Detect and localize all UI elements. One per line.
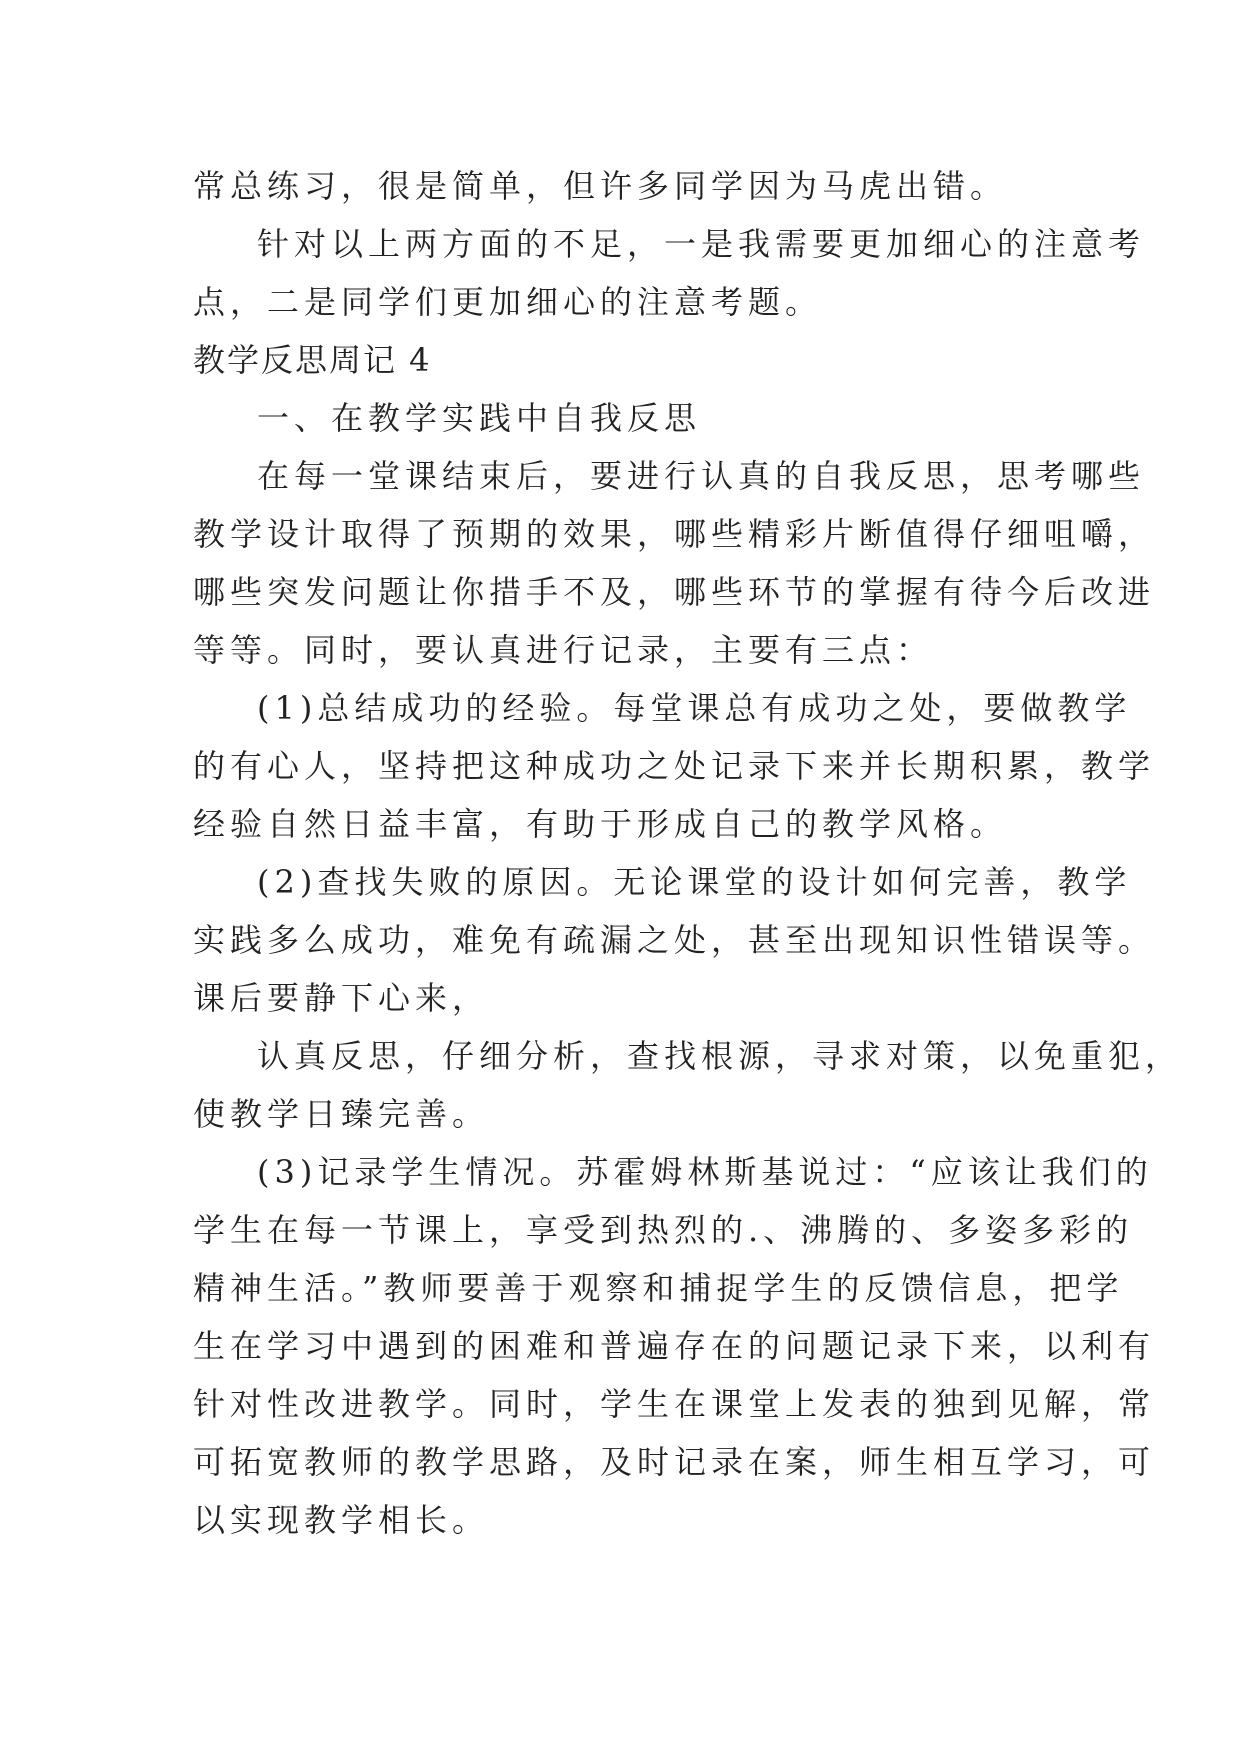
text-line: 点，二是同学们更加细心的注意考题。 (193, 283, 823, 321)
text-line: 针对性改进教学。同时，学生在课堂上发表的独到见解，常 (193, 1385, 1156, 1423)
text-line: 等等。同时，要认真进行记录，主要有三点： (193, 631, 934, 669)
text-line: 的有心人，坚持把这种成功之处记录下来并长期积累，教学 (193, 747, 1156, 785)
paragraph-first-line: 认真反思，仔细分析，查找根源，寻求对策，以免重犯， (257, 1037, 1183, 1075)
text-line: 学生在每一节课上，享受到热烈的.、沸腾的、多姿多彩的 (193, 1211, 1134, 1249)
paragraph-first-line: 在每一堂课结束后，要进行认真的自我反思，思考哪些 (257, 457, 1146, 495)
text-line: 实践多么成功，难免有疏漏之处，甚至出现知识性错误等。 (193, 921, 1156, 959)
text-line: 以实现教学相长。 (193, 1501, 490, 1539)
text-line: 使教学日臻完善。 (193, 1095, 490, 1133)
document-body (193, 157, 1183, 1549)
text-line: 经验自然日益丰富，有助于形成自己的教学风格。 (193, 805, 1008, 843)
text-line: 可拓宽教师的教学思路，及时记录在案，师生相互学习，可 (193, 1443, 1156, 1481)
paragraph-first-line: (3)记录学生情况。苏霍姆林斯基说过：“应该让我们的 (257, 1153, 1153, 1191)
text-line: 课后要静下心来， (193, 979, 490, 1017)
paragraph-first-line: (2)查找失败的原因。无论课堂的设计如何完善，教学 (257, 863, 1132, 901)
text-line: 教学设计取得了预期的效果，哪些精彩片断值得仔细咀嚼， (193, 515, 1156, 553)
paragraph-first-line: 针对以上两方面的不足，一是我需要更加细心的注意考 (257, 225, 1146, 263)
paragraph-first-line: (1)总结成功的经验。每堂课总有成功之处，要做教学 (257, 689, 1132, 727)
text-line: 哪些突发问题让你措手不及，哪些环节的掌握有待今后改进 (193, 573, 1156, 611)
section-title: 教学反思周记 4 (193, 341, 432, 379)
text-line: 精神生活。”教师要善于观察和捕捉学生的反馈信息，把学 (193, 1269, 1124, 1307)
text-line: 生在学习中遇到的困难和普遍存在的问题记录下来，以利有 (193, 1327, 1156, 1365)
text-line: 常总练习，很是简单，但许多同学因为马虎出错。 (193, 167, 1008, 205)
section-heading: 一、在教学实践中自我反思 (257, 399, 702, 437)
